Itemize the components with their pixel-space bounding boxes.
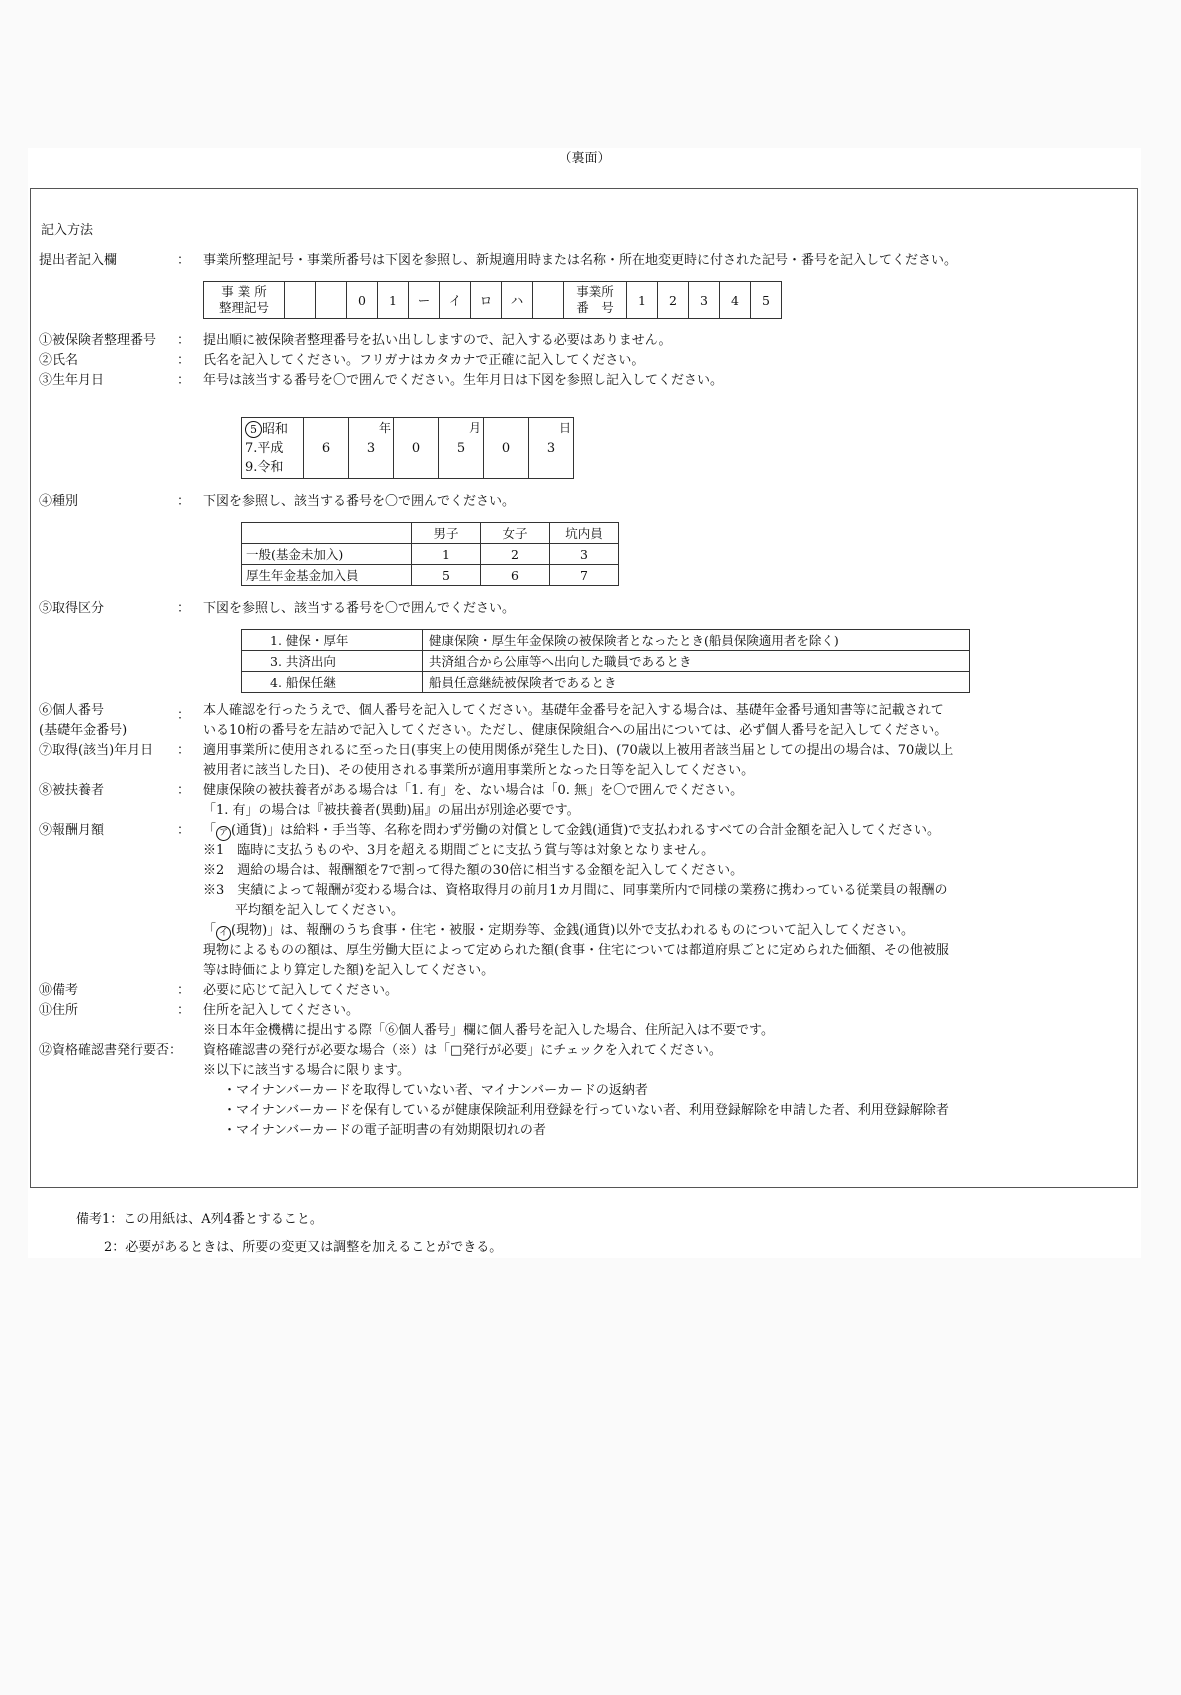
acquisition-type-table: 1. 健保・厚年 健康保険・厚生年金保険の被保険者となったとき(船員保険適用者を除く) 3. 共済出向 共済組合から公庫等へ出向した職員であるとき 4. 船保任継 船員任意継続被保険者であるとき — [241, 629, 970, 693]
circled-era-5: 5 — [245, 421, 262, 438]
era-cell: 5 昭和 7.平成 9.令和 — [242, 418, 304, 479]
birthdate-table: 5 昭和 7.平成 9.令和 6 年 3 0 月 5 0 日 3 — [241, 417, 574, 479]
insured-type-table: 男子 女子 坑内員 一般(基金未加入) 1 2 3 厚生年金基金加入員 5 6 7 — [241, 522, 619, 586]
instructions-frame: 記入方法 提出者記入欄 ： 事業所整理記号・事業所番号は下図を参照し、新規適用時または名称・所在地変更時に付された記号・番号を記入してください。 事 業 所 整理記号 0 1 ー イ ロ ハ 事業所 番 号 1 2 3 4 5 ①被保険者整理番号 ： 提出順に被保険者整理番号を払い出ししますので、記入する必要はありません。 ②氏名 ： 氏名を記入してください。フリガナはカタカナで正確に記入してください。 ③生年月日 ： 年号は該当する番号を〇で囲んでください。生年月日は下図を参照し記入してください。 5 昭和 7.平成 9.令和 6 年 3 0 月 5 0 日 3 ④種別 ： 下図を参照し、該当する番号を〇で囲んでください。 男子 女子 坑内員 一般(基金未加入) 1 2 3 厚生年金基金加入員 5 6 7 ⑤取得区分 ： 下図を参照し、該当する番号を〇で囲んでください。 1. 健保・厚年 健康保険・厚生年金保険の被保険者となったとき(船員保険適用者を除く) 3. 共済出向 共済組合から公庫等へ出向した職員であるとき 4. 船保任継 船員任意継続被保険者であるとき ⑥個人番号 (基礎年金番号) ： 本人確認を行ったうえで、個人番号を記入してください。基礎年金番号を記入する場合は、基礎年金番号通知書等に記載されて いる10桁の番号を左詰めで記入してください。ただし、健康保険組合への届出については、必ず個人番号を記入してください。 ⑦取得(該当)年月日 ： 適用事業所に使用されるに至った日(事実上の使用関係が発生した日)、(70歳以上被用者該当届としての提出の場合は、70歳以上 被用者に該当した日)、その使用される事業所が適用事業所となった日等を記入してください。 ⑧被扶養者 ： 健康保険の被扶養者がある場合は「1. 有」を、ない場合は「0. 無」を〇で囲んでください。 「1. 有」の場合は『被扶養者(異動)届』の届出が別途必要です。 ⑨報酬月額 ： 「 ア (通貨)」は給料・手当等、名称を問わず労働の対償として金銭(通貨)で支払われるすべての合計金額を記入してください。 ※1 臨時に支払うものや、3月を超える期間ごとに支払う賞与等は対象となりません。 ※2 週給の場合は、報酬額を7で割って得た額の30倍に相当する金額を記入してください。 ※3 実績によって報酬が変わる場合は、資格取得月の前月1カ月間に、同事業所内で同様の業務に携わっている従業員の報酬の 平均額を記入してください。 「 イ (現物)」は、報酬のうち食事・住宅・被服・定期券等、金銭(通貨)以外で支払われるものについて記入してください。 現物によるものの額は、厚生労働大臣によって定められた額(食事・住宅については都道府県ごとに定められた価額、その他被服 等は時価により算定した額)を記入してください。 ⑩備考 ： 必要に応じて記入してください。 ⑪住所 ： 住所を記入してください。 ※日本年金機構に提出する際「⑥個人番号」欄に個人番号を記入した場合、住所記入は不要です。 ⑫資格確認書発行要否： 資格確認書の発行が必要な場合（※）は「□発行が必要」にチェックを入れてください。 ※以下に該当する場合に限ります。 ・マイナンバーカードを取得していない者、マイナンバーカードの返納者 ・マイナンバーカードを保有しているが健康保険証利用登録を行っていない者、利用登録解除を申請した者、利用登録解除者 ・マイナンバーカードの電子証明書の有効期限切れの者 — [30, 188, 1138, 1188]
footnote-2: 2：必要があるときは、所要の変更又は調整を加えることができる。 — [104, 1240, 503, 1255]
label: 提出者記入欄 — [39, 253, 118, 268]
office-code-table: 事 業 所 整理記号 0 1 ー イ ロ ハ 事業所 番 号 1 2 3 4 5 — [203, 281, 782, 319]
circled-a-icon: ア — [216, 826, 231, 841]
instruction-text: 事業所整理記号・事業所番号は下図を参照し、新規適用時または名称・所在地変更時に付された記号・番号を記入してください。 — [203, 253, 958, 268]
document-sheet — [28, 148, 1141, 1258]
section-heading: 記入方法 — [41, 223, 94, 238]
page-label: （裏面） — [558, 151, 611, 166]
circled-i-icon: イ — [216, 926, 231, 941]
footnote-1: 備考1：この用紙は、A列4番とすること。 — [76, 1212, 323, 1227]
